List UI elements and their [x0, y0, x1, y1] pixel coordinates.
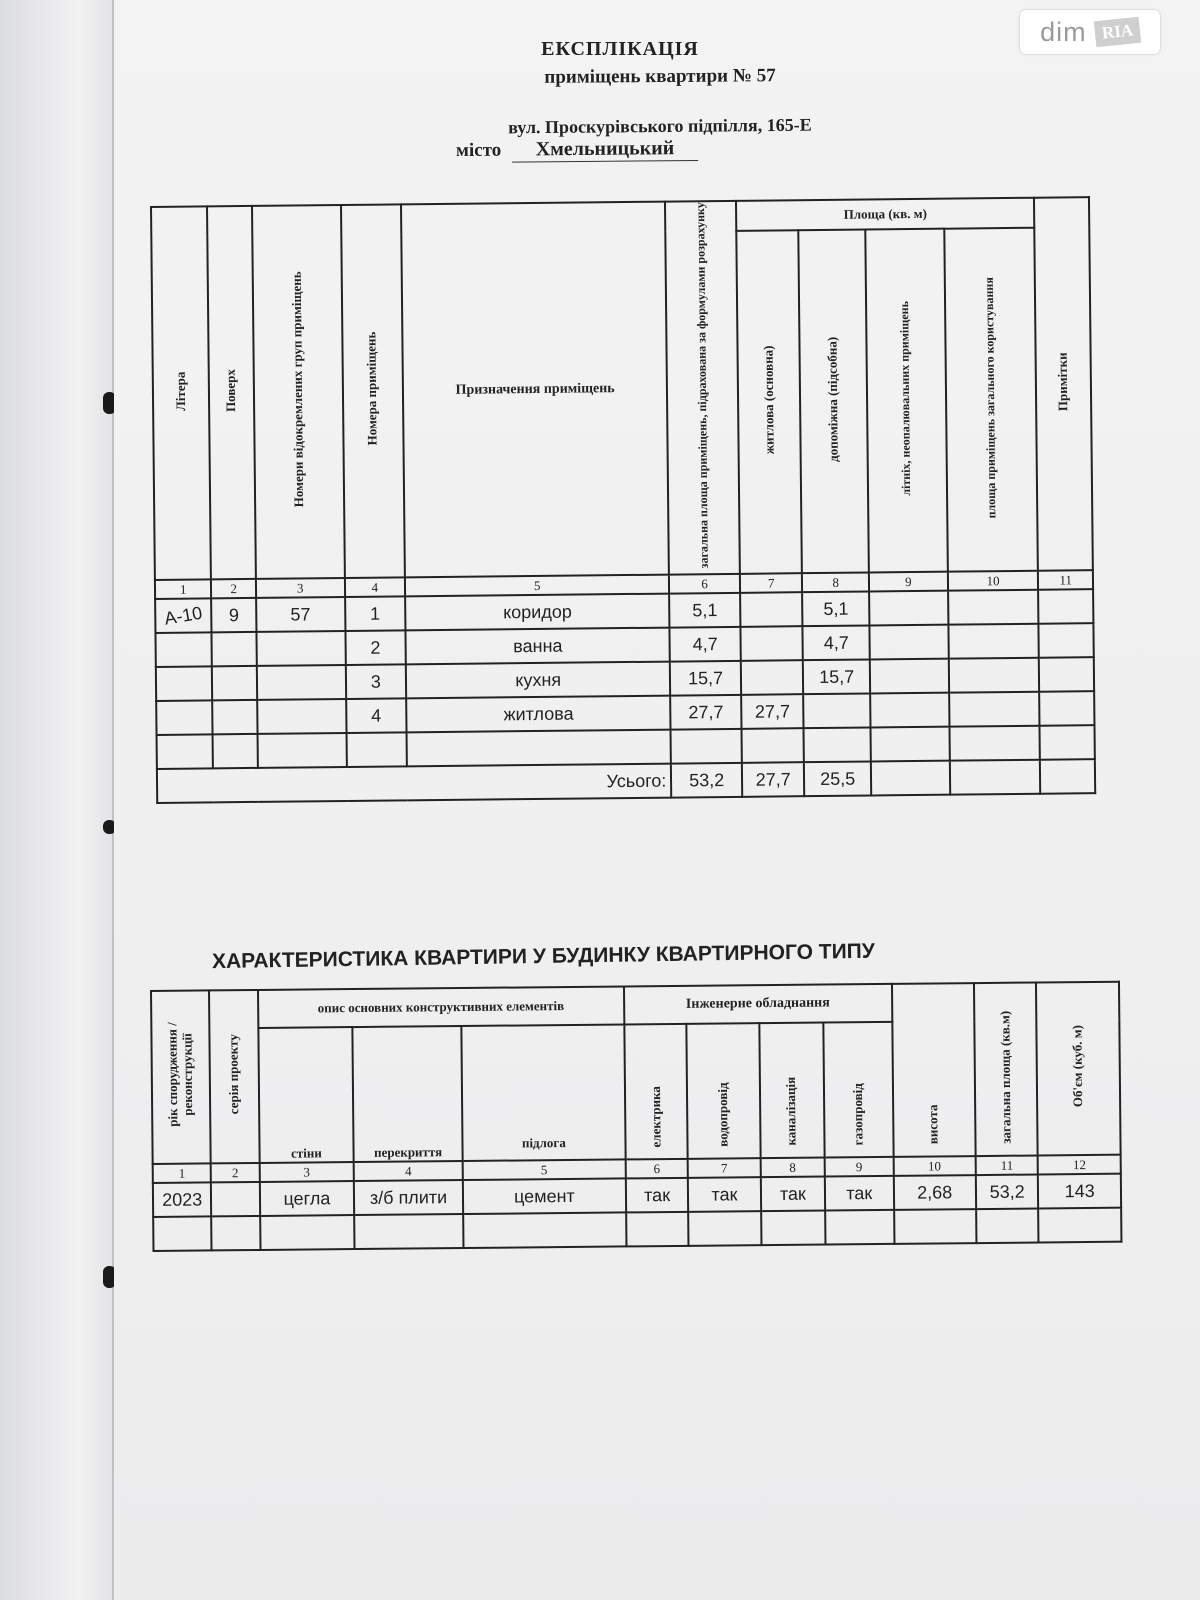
cell-litera: [156, 701, 213, 736]
cell-empty: [1039, 589, 1094, 624]
explication-title: ЕКСПЛІКАЦІЯ: [541, 38, 699, 60]
header-walls: стіни: [258, 1027, 354, 1163]
watermark-brand: dim: [1040, 16, 1087, 47]
cell-room: 2: [345, 631, 406, 666]
watermark-logo: [1020, 10, 1160, 54]
col-number: 10: [948, 571, 1039, 591]
col-number: 7: [688, 1158, 761, 1178]
cell-living: [740, 592, 803, 627]
header-year: рік спорудження /реконструкції: [164, 1022, 196, 1128]
col-number: 12: [1038, 1155, 1121, 1175]
col-number: 3: [256, 578, 345, 598]
characteristics-table: [150, 981, 1122, 1252]
cell-aux: 15,7: [803, 660, 870, 695]
col-number: 10: [893, 1156, 976, 1176]
header-electric: електрика: [647, 1085, 664, 1148]
cell-sewer: так: [761, 1177, 826, 1212]
explication-subtitle: приміщень квартири № 57: [544, 65, 776, 88]
cell-series: [211, 1182, 260, 1216]
col-number: 8: [802, 573, 869, 593]
cell-empty: [949, 692, 1040, 727]
cell-purpose: ванна: [406, 628, 671, 665]
cell-empty: [870, 659, 949, 694]
header-floor: Поверх: [222, 368, 239, 412]
header-slab: перекриття: [353, 1026, 463, 1162]
col-number: 4: [354, 1161, 463, 1181]
col-number: 3: [259, 1162, 354, 1182]
header-water: водопровід: [714, 1082, 731, 1147]
cell-aux: 5,1: [803, 592, 870, 627]
cell-empty: [869, 625, 948, 660]
cell-total: 27,7: [670, 695, 741, 730]
cell-litera: [156, 667, 213, 702]
cell-purpose: коридор: [405, 594, 670, 631]
city-label: місто: [455, 139, 502, 162]
cell-floor: [212, 632, 257, 666]
cell-gas: так: [825, 1176, 894, 1211]
cell-floor: [213, 700, 258, 734]
header-height: висота: [925, 1104, 941, 1145]
cell-litera: [155, 633, 212, 668]
header-living: житлова (основна): [760, 345, 777, 455]
cell-total: 5,1: [669, 593, 740, 628]
cell-height: 2,68: [893, 1175, 976, 1210]
cell-group: [256, 631, 345, 666]
cell-aux: 4,7: [803, 626, 870, 661]
cell-group: 57: [256, 597, 345, 632]
header-room-numbers: Номера приміщень: [363, 331, 380, 446]
cell-purpose: кухня: [406, 662, 671, 699]
cell-empty: [1039, 623, 1094, 658]
explication-table: [150, 196, 1096, 804]
cell-room: 4: [346, 699, 407, 734]
header-area-group: Площа (кв. м): [736, 198, 1035, 231]
cell-empty: [1039, 657, 1094, 692]
col-number: 8: [760, 1158, 825, 1178]
cell-area: 53,2: [976, 1174, 1039, 1209]
header-groups: Номери відокремлених груп приміщень: [288, 271, 306, 508]
cell-living: [741, 660, 804, 695]
header-floor-type: підлога: [461, 1024, 625, 1161]
col-number: 2: [211, 579, 256, 598]
cell-group: [257, 699, 346, 734]
city-value: Хмельницький: [512, 137, 698, 163]
header-engineering-group: Інженерне обладнання: [624, 984, 892, 1025]
col-number: 1: [155, 580, 212, 600]
cell-empty: [870, 693, 949, 728]
total-aux: 25,5: [804, 762, 871, 797]
cell-total: 15,7: [670, 661, 741, 696]
col-number: 6: [669, 574, 740, 594]
cell-purpose: житлова: [406, 696, 671, 733]
header-series: серія проекту: [225, 1034, 242, 1115]
col-number: 9: [825, 1157, 894, 1177]
col-number: 1: [153, 1163, 212, 1183]
watermark-badge: RIA: [1093, 17, 1141, 48]
cell-total: 4,7: [670, 627, 741, 662]
col-number: 7: [740, 573, 803, 593]
col-number: 11: [1038, 570, 1093, 590]
cell-electric: так: [626, 1178, 689, 1213]
cell-litera: А-10: [163, 602, 204, 629]
col-number: 6: [626, 1159, 689, 1179]
col-number: 11: [976, 1155, 1039, 1175]
header-purpose: Призначення приміщень: [401, 202, 669, 578]
cell-floor: 9: [212, 598, 257, 632]
cell-room: 3: [345, 665, 406, 700]
total-label: Усього:: [157, 764, 672, 803]
cell-floor: [212, 666, 257, 700]
cell-empty: [1040, 691, 1095, 726]
cell-living: [740, 626, 803, 661]
col-number: 5: [405, 575, 669, 597]
cell-walls: цегла: [259, 1181, 354, 1216]
city-line: [456, 137, 698, 163]
header-summer: літніх, неопалювальних приміщень: [897, 301, 914, 496]
total-sum: 53,2: [671, 763, 742, 798]
cell-slab: з/б плити: [354, 1180, 463, 1215]
header-construct-group: опис основних конструктивних елементів: [258, 986, 625, 1027]
header-gas: газопровід: [849, 1082, 866, 1146]
cell-empty: [948, 624, 1039, 659]
cell-empty: [948, 590, 1039, 625]
header-litera: Літера: [172, 371, 188, 411]
cell-empty: [869, 591, 948, 626]
total-living: 27,7: [742, 762, 805, 797]
cell-group: [257, 665, 346, 700]
cell-water: так: [688, 1177, 761, 1212]
cell-year: 2023: [153, 1182, 212, 1217]
cell-living: 27,7: [741, 694, 804, 729]
header-total-area-2: загальна площа (кв.м): [996, 1010, 1014, 1144]
col-number: 5: [463, 1159, 626, 1180]
characteristics-title: ХАРАКТЕРИСТИКА КВАРТИРИ У БУДИНКУ КВАРТИРНОГО ТИПУ: [211, 939, 876, 974]
col-number: 9: [869, 572, 948, 592]
header-total-area: загальна площа приміщень, підрахована за формулами розрахунку: [692, 202, 711, 569]
street-address: вул. Проскурівського підпілля, 165-Е: [508, 114, 812, 138]
col-number: 2: [211, 1163, 259, 1182]
cell-floor-type: цемент: [463, 1178, 626, 1214]
header-notes: Примітки: [1054, 352, 1071, 411]
previous-page-edge: [0, 0, 114, 1600]
cell-empty: [948, 658, 1039, 693]
cell-aux: [804, 694, 871, 729]
header-auxiliary: допоміжна (підсобна): [824, 336, 841, 462]
header-common: площа приміщень загального користування: [981, 276, 999, 519]
col-number: 4: [345, 578, 406, 598]
header-volume: Об'єм (куб. м): [1069, 1024, 1086, 1108]
cell-volume: 143: [1038, 1174, 1121, 1209]
header-sewer: каналізація: [783, 1077, 799, 1146]
cell-room: 1: [345, 597, 406, 632]
